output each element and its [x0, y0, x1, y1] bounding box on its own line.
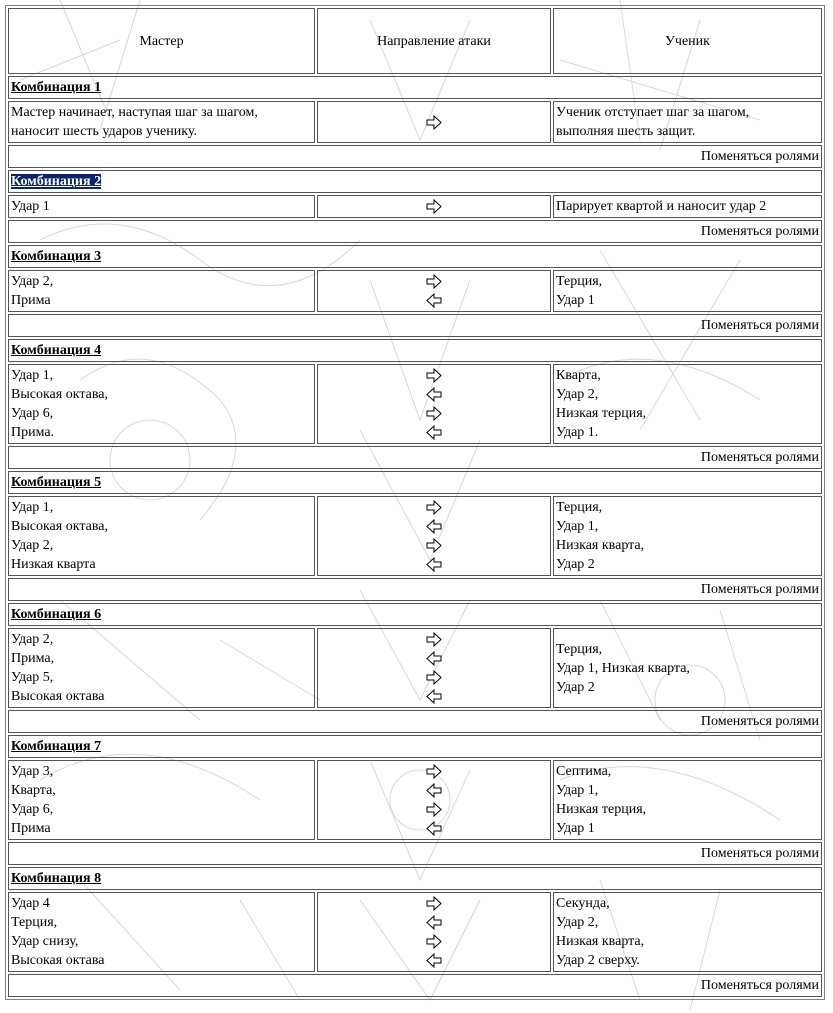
- swap-roles-link[interactable]: Поменяться ролями: [700, 224, 819, 239]
- student-actions-cell: [553, 101, 822, 143]
- attack-direction-arrows: [424, 762, 444, 838]
- combination-title-row: [8, 735, 822, 758]
- combination-title-cell: [8, 76, 822, 99]
- header-master: Мастер: [8, 8, 315, 74]
- arrow-left-icon: [427, 388, 441, 401]
- text-line: Удар снизу,: [11, 934, 79, 949]
- student-actions-cell: [553, 270, 822, 312]
- combination-title-cell: [8, 170, 822, 193]
- combination-title-link[interactable]: Комбинация 2: [11, 174, 102, 189]
- arrow-right-icon: [427, 369, 441, 382]
- attack-direction-cell: [317, 496, 551, 576]
- student-actions-cell: [553, 195, 822, 218]
- swap-roles-link[interactable]: Поменяться ролями: [700, 450, 819, 465]
- arrow-right-icon: [427, 275, 441, 288]
- text-line: Низкая кварта,: [556, 538, 645, 553]
- attack-direction-arrows: [424, 197, 444, 216]
- combination-title-row: [8, 603, 822, 626]
- text-line: Удар 6,: [11, 406, 54, 421]
- attack-direction-arrows: [424, 272, 444, 310]
- text-line: Удар 1: [556, 821, 595, 836]
- text-line: Прима: [11, 821, 51, 836]
- combination-content-row: [8, 496, 822, 576]
- student-actions-cell: [553, 892, 822, 972]
- swap-roles-link[interactable]: Поменяться ролями: [700, 846, 819, 861]
- text-line: Секунда,: [556, 896, 610, 911]
- arrow-left-icon: [427, 690, 441, 703]
- combination-content-row: [8, 364, 822, 444]
- text-line: Мастер начинает, наступая шаг за шагом,: [11, 105, 258, 120]
- arrow-left-icon: [427, 294, 441, 307]
- text-line: Удар 1: [556, 293, 595, 308]
- combination-title-row: [8, 76, 822, 99]
- attack-direction-arrows: [424, 498, 444, 574]
- text-line: Удар 2: [556, 557, 595, 572]
- arrow-right-icon: [427, 671, 441, 684]
- swap-roles-link[interactable]: Поменяться ролями: [700, 978, 819, 993]
- master-actions-cell: [8, 195, 315, 218]
- attack-direction-arrows: [424, 366, 444, 442]
- text-line: Высокая октава: [11, 689, 105, 704]
- text-line: Кварта,: [11, 783, 56, 798]
- attack-direction-cell: [317, 270, 551, 312]
- text-line: наносит шесть ударов ученику.: [11, 124, 197, 139]
- combination-content-row: [8, 195, 822, 218]
- swap-roles-row: [8, 446, 822, 469]
- text-line: Удар 1,: [11, 368, 54, 383]
- text-line: Удар 1.: [556, 425, 599, 440]
- swap-roles-cell: [8, 314, 822, 337]
- text-line: Удар 2,: [11, 274, 54, 289]
- swap-roles-row: [8, 842, 822, 865]
- master-actions-cell: [8, 270, 315, 312]
- arrow-right-icon: [427, 407, 441, 420]
- header-direction: Направление атаки: [317, 8, 551, 74]
- swap-roles-row: [8, 220, 822, 243]
- combinations-table: [5, 5, 825, 1000]
- swap-roles-cell: [8, 710, 822, 733]
- attack-direction-cell: [317, 760, 551, 840]
- combination-content-row: [8, 628, 822, 708]
- combination-content-row: [8, 760, 822, 840]
- combination-content-row: [8, 892, 822, 972]
- text-line: Высокая октава,: [11, 387, 108, 402]
- master-actions-cell: [8, 364, 315, 444]
- arrow-right-icon: [427, 765, 441, 778]
- arrow-left-icon: [427, 822, 441, 835]
- swap-roles-cell: [8, 220, 822, 243]
- swap-roles-cell: [8, 974, 822, 997]
- text-line: Прима: [11, 293, 51, 308]
- text-line: Низкая кварта,: [556, 934, 645, 949]
- arrow-right-icon: [427, 501, 441, 514]
- arrow-left-icon: [427, 520, 441, 533]
- attack-direction-cell: [317, 628, 551, 708]
- text-line: Удар 2,: [11, 538, 54, 553]
- text-line: Удар 6,: [11, 802, 54, 817]
- attack-direction-arrows: [424, 894, 444, 970]
- swap-roles-link[interactable]: Поменяться ролями: [700, 582, 819, 597]
- swap-roles-row: [8, 314, 822, 337]
- text-line: Удар 2: [556, 679, 595, 695]
- combination-title-row: [8, 339, 822, 362]
- combination-title-link[interactable]: Комбинация 7: [11, 739, 102, 754]
- text-line: Удар 1,: [556, 519, 599, 534]
- arrow-right-icon: [427, 200, 441, 213]
- text-line: Септима,: [556, 764, 612, 779]
- text-line: Низкая терция,: [556, 802, 647, 817]
- text-line: Удар 3,: [11, 764, 54, 779]
- master-actions-cell: [8, 760, 315, 840]
- swap-roles-link[interactable]: Поменяться ролями: [700, 149, 819, 164]
- text-line: Удар 1: [11, 199, 50, 214]
- combination-title-link[interactable]: Комбинация 4: [11, 343, 102, 358]
- text-line: Прима,: [11, 651, 55, 666]
- combination-title-cell: [8, 603, 822, 626]
- swap-roles-row: [8, 710, 822, 733]
- arrow-right-icon: [427, 935, 441, 948]
- combination-title-row: [8, 867, 822, 890]
- text-line: выполняя шесть защит.: [556, 124, 696, 139]
- arrow-right-icon: [427, 539, 441, 552]
- text-line: Удар 1,: [11, 500, 54, 515]
- header-student: Ученик: [553, 8, 822, 74]
- combination-title-cell: [8, 245, 822, 268]
- text-line: Кварта,: [556, 368, 601, 383]
- arrow-right-icon: [427, 633, 441, 646]
- swap-roles-cell: [8, 446, 822, 469]
- combination-title-cell: [8, 867, 822, 890]
- text-line: Терция,: [11, 915, 58, 930]
- text-line: Терция,: [556, 274, 603, 289]
- arrow-right-icon: [427, 803, 441, 816]
- master-actions-cell: [8, 628, 315, 708]
- arrow-left-icon: [427, 558, 441, 571]
- text-line: Низкая кварта: [11, 557, 96, 572]
- arrow-right-icon: [427, 897, 441, 910]
- arrow-left-icon: [427, 954, 441, 967]
- text-line: Парирует квартой и наносит удар 2: [556, 199, 767, 214]
- swap-roles-link[interactable]: Поменяться ролями: [700, 714, 819, 729]
- combination-title-row: [8, 245, 822, 268]
- student-actions-cell: [553, 364, 822, 444]
- student-actions-cell: [553, 496, 822, 576]
- combination-title-row: [8, 170, 822, 193]
- text-line: Терция,: [556, 500, 603, 515]
- text-line: Удар 1,: [556, 783, 599, 798]
- combination-content-row: [8, 270, 822, 312]
- swap-roles-row: [8, 974, 822, 997]
- swap-roles-cell: [8, 842, 822, 865]
- attack-direction-cell: [317, 892, 551, 972]
- text-line: Высокая октава,: [11, 519, 108, 534]
- swap-roles-link[interactable]: Поменяться ролями: [700, 318, 819, 333]
- text-line: Низкая терция,: [556, 406, 647, 421]
- student-actions-cell: [553, 628, 822, 708]
- master-actions-cell: [8, 892, 315, 972]
- attack-direction-cell: [317, 101, 551, 143]
- swap-roles-cell: [8, 145, 822, 168]
- master-actions-cell: [8, 101, 315, 143]
- text-line: Удар 2 сверху.: [556, 953, 640, 968]
- combination-content-row: [8, 101, 822, 143]
- text-line: Прима.: [11, 425, 55, 440]
- student-actions-cell: [553, 760, 822, 840]
- text-line: Удар 2,: [11, 632, 54, 647]
- attack-direction-cell: [317, 195, 551, 218]
- master-actions-cell: [8, 496, 315, 576]
- text-line: Удар 2,: [556, 387, 599, 402]
- attack-direction-cell: [317, 364, 551, 444]
- combination-title-link[interactable]: Комбинация 6: [11, 607, 102, 622]
- text-line: Удар 4: [11, 896, 50, 911]
- arrow-left-icon: [427, 652, 441, 665]
- combination-title-link[interactable]: Комбинация 5: [11, 475, 102, 490]
- arrow-left-icon: [427, 784, 441, 797]
- swap-roles-row: [8, 145, 822, 168]
- combination-title-cell: [8, 471, 822, 494]
- text-line: Удар 1, Низкая кварта,: [556, 660, 690, 676]
- text-line: Терция,: [556, 641, 603, 657]
- swap-roles-cell: [8, 578, 822, 601]
- attack-direction-arrows: [424, 113, 444, 132]
- attack-direction-arrows: [424, 630, 444, 706]
- combination-title-cell: [8, 735, 822, 758]
- combination-title-link[interactable]: Комбинация 3: [11, 249, 102, 264]
- arrow-left-icon: [427, 916, 441, 929]
- combination-title-link[interactable]: Комбинация 8: [11, 871, 102, 886]
- combination-title-row: [8, 471, 822, 494]
- text-line: Удар 5,: [11, 670, 54, 685]
- combination-title-cell: [8, 339, 822, 362]
- arrow-left-icon: [427, 426, 441, 439]
- header-row: [8, 8, 822, 74]
- swap-roles-row: [8, 578, 822, 601]
- text-line: Ученик отступает шаг за шагом,: [556, 105, 750, 120]
- arrow-right-icon: [427, 116, 441, 129]
- text-line: Удар 2,: [556, 915, 599, 930]
- combination-title-link[interactable]: Комбинация 1: [11, 80, 102, 95]
- text-line: Высокая октава: [11, 953, 105, 968]
